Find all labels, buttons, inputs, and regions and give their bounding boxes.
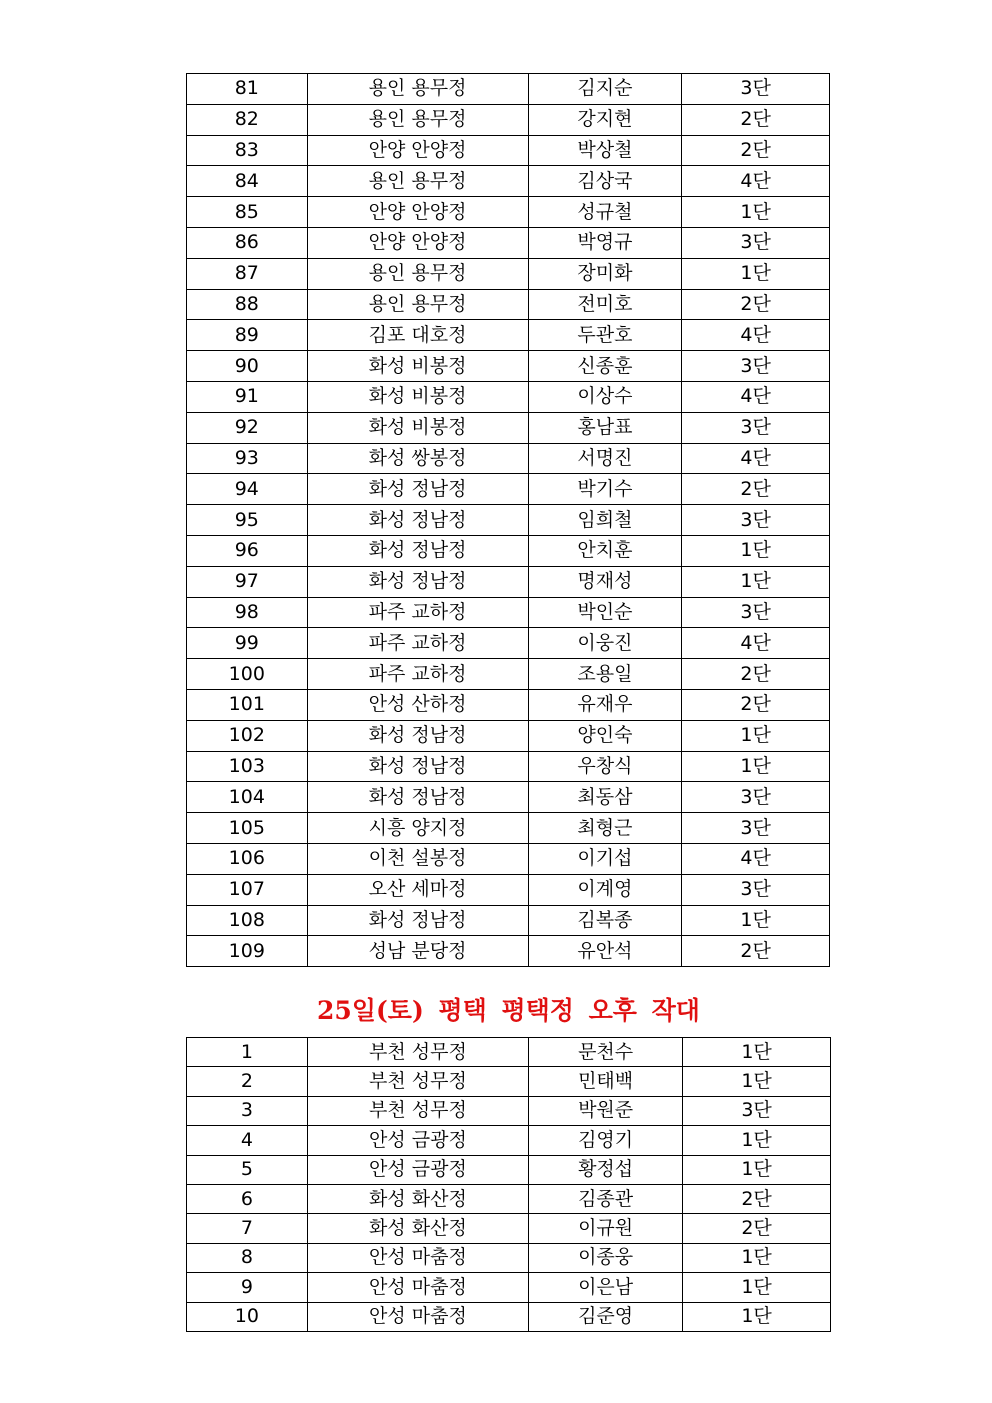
table-row bbox=[187, 1243, 831, 1272]
table-row bbox=[187, 505, 830, 536]
rank-cell: 1단 bbox=[682, 720, 830, 751]
rank-cell: 4단 bbox=[682, 166, 830, 197]
row-number-cell: 93 bbox=[187, 443, 308, 474]
rank-cell: 4단 bbox=[682, 320, 830, 351]
club-name-cell: 화성 비봉정 bbox=[307, 412, 528, 443]
club-name-cell: 화성 정남정 bbox=[307, 720, 528, 751]
club-name-cell: 화성 쌍봉정 bbox=[307, 443, 528, 474]
table-row bbox=[187, 843, 830, 874]
table-row bbox=[187, 1302, 831, 1331]
archer-name-cell: 안치훈 bbox=[528, 535, 682, 566]
club-name-cell: 화성 화산정 bbox=[307, 1214, 528, 1243]
club-name-cell: 안성 금광정 bbox=[307, 1155, 528, 1184]
rank-cell: 2단 bbox=[682, 689, 830, 720]
rank-cell: 2단 bbox=[682, 936, 830, 967]
row-number-cell: 5 bbox=[187, 1155, 308, 1184]
row-number-cell: 8 bbox=[187, 1243, 308, 1272]
table-row bbox=[187, 1067, 831, 1096]
rank-cell: 1단 bbox=[683, 1067, 831, 1096]
row-number-cell: 105 bbox=[187, 813, 308, 844]
club-name-cell: 오산 세마정 bbox=[307, 874, 528, 905]
club-name-cell: 화성 정남정 bbox=[307, 751, 528, 782]
archer-name-cell: 두관호 bbox=[528, 320, 682, 351]
archer-name-cell: 양인숙 bbox=[528, 720, 682, 751]
table-row bbox=[187, 689, 830, 720]
club-name-cell: 김포 대호정 bbox=[307, 320, 528, 351]
table-row bbox=[187, 289, 830, 320]
row-number-cell: 104 bbox=[187, 782, 308, 813]
club-name-cell: 성남 분당정 bbox=[307, 936, 528, 967]
table-row bbox=[187, 166, 830, 197]
roster-table-2 bbox=[186, 1037, 831, 1332]
rank-cell: 1단 bbox=[682, 258, 830, 289]
table-row bbox=[187, 412, 830, 443]
rank-cell: 2단 bbox=[683, 1184, 831, 1213]
rank-cell: 1단 bbox=[682, 566, 830, 597]
club-name-cell: 용인 용무정 bbox=[307, 258, 528, 289]
table-row bbox=[187, 597, 830, 628]
archer-name-cell: 이기섭 bbox=[528, 843, 682, 874]
archer-name-cell: 김준영 bbox=[529, 1302, 683, 1331]
club-name-cell: 용인 용무정 bbox=[307, 104, 528, 135]
club-name-cell: 파주 교하정 bbox=[307, 597, 528, 628]
club-name-cell: 안성 마춤정 bbox=[307, 1273, 528, 1302]
table-row bbox=[187, 227, 830, 258]
row-number-cell: 6 bbox=[187, 1184, 308, 1213]
row-number-cell: 109 bbox=[187, 936, 308, 967]
row-number-cell: 85 bbox=[187, 197, 308, 228]
rank-cell: 1단 bbox=[683, 1302, 831, 1331]
club-name-cell: 부천 성무정 bbox=[307, 1096, 528, 1125]
archer-name-cell: 조용일 bbox=[528, 659, 682, 690]
table-row bbox=[187, 782, 830, 813]
row-number-cell: 95 bbox=[187, 505, 308, 536]
row-number-cell: 99 bbox=[187, 628, 308, 659]
row-number-cell: 84 bbox=[187, 166, 308, 197]
club-name-cell: 화성 비봉정 bbox=[307, 351, 528, 382]
rank-cell: 3단 bbox=[682, 351, 830, 382]
rank-cell: 2단 bbox=[682, 659, 830, 690]
row-number-cell: 100 bbox=[187, 659, 308, 690]
table-row bbox=[187, 535, 830, 566]
table-row bbox=[187, 443, 830, 474]
club-name-cell: 안성 마춤정 bbox=[307, 1243, 528, 1272]
rank-cell: 4단 bbox=[682, 628, 830, 659]
row-number-cell: 102 bbox=[187, 720, 308, 751]
rank-cell: 1단 bbox=[682, 751, 830, 782]
row-number-cell: 94 bbox=[187, 474, 308, 505]
rank-cell: 2단 bbox=[682, 104, 830, 135]
archer-name-cell: 박상철 bbox=[528, 135, 682, 166]
archer-name-cell: 이계영 bbox=[528, 874, 682, 905]
rank-cell: 2단 bbox=[682, 474, 830, 505]
rank-cell: 1단 bbox=[682, 535, 830, 566]
rank-cell: 1단 bbox=[682, 197, 830, 228]
table-row bbox=[187, 936, 830, 967]
club-name-cell: 용인 용무정 bbox=[307, 289, 528, 320]
archer-name-cell: 황정섭 bbox=[529, 1155, 683, 1184]
rank-cell: 4단 bbox=[682, 381, 830, 412]
table-row bbox=[187, 874, 830, 905]
club-name-cell: 용인 용무정 bbox=[307, 166, 528, 197]
rank-cell: 3단 bbox=[683, 1096, 831, 1125]
rank-cell: 3단 bbox=[682, 74, 830, 105]
archer-name-cell: 최형근 bbox=[528, 813, 682, 844]
table-row bbox=[187, 320, 830, 351]
club-name-cell: 화성 정남정 bbox=[307, 505, 528, 536]
table-row bbox=[187, 197, 830, 228]
row-number-cell: 81 bbox=[187, 74, 308, 105]
archer-name-cell: 유안석 bbox=[528, 936, 682, 967]
rank-cell: 3단 bbox=[682, 227, 830, 258]
archer-name-cell: 김종관 bbox=[529, 1184, 683, 1213]
club-name-cell: 안성 금광정 bbox=[307, 1126, 528, 1155]
archer-name-cell: 김영기 bbox=[529, 1126, 683, 1155]
club-name-cell: 안성 산하정 bbox=[307, 689, 528, 720]
club-name-cell: 안성 마춤정 bbox=[307, 1302, 528, 1331]
table-row bbox=[187, 74, 830, 105]
club-name-cell: 안양 안양정 bbox=[307, 227, 528, 258]
club-name-cell: 화성 정남정 bbox=[307, 782, 528, 813]
archer-name-cell: 민태백 bbox=[529, 1067, 683, 1096]
archer-name-cell: 박기수 bbox=[528, 474, 682, 505]
row-number-cell: 103 bbox=[187, 751, 308, 782]
archer-name-cell: 임희철 bbox=[528, 505, 682, 536]
club-name-cell: 시흥 양지정 bbox=[307, 813, 528, 844]
archer-name-cell: 서명진 bbox=[528, 443, 682, 474]
club-name-cell: 화성 비봉정 bbox=[307, 381, 528, 412]
club-name-cell: 화성 정남정 bbox=[307, 474, 528, 505]
row-number-cell: 1 bbox=[187, 1038, 308, 1067]
club-name-cell: 안양 안양정 bbox=[307, 135, 528, 166]
row-number-cell: 97 bbox=[187, 566, 308, 597]
table-row bbox=[187, 381, 830, 412]
table-row bbox=[187, 720, 830, 751]
rank-cell: 1단 bbox=[683, 1126, 831, 1155]
table-row bbox=[187, 258, 830, 289]
club-name-cell: 안양 안양정 bbox=[307, 197, 528, 228]
table-row bbox=[187, 751, 830, 782]
club-name-cell: 파주 교하정 bbox=[307, 659, 528, 690]
row-number-cell: 3 bbox=[187, 1096, 308, 1125]
row-number-cell: 82 bbox=[187, 104, 308, 135]
table-row bbox=[187, 566, 830, 597]
archer-name-cell: 문천수 bbox=[529, 1038, 683, 1067]
table-row bbox=[187, 1096, 831, 1125]
table-row bbox=[187, 1038, 831, 1067]
roster-table-1-body bbox=[187, 74, 830, 967]
archer-name-cell: 최동삼 bbox=[528, 782, 682, 813]
table-row bbox=[187, 474, 830, 505]
table-row bbox=[187, 1155, 831, 1184]
table-row bbox=[187, 104, 830, 135]
club-name-cell: 이천 설봉정 bbox=[307, 843, 528, 874]
club-name-cell: 화성 정남정 bbox=[307, 535, 528, 566]
rank-cell: 1단 bbox=[683, 1155, 831, 1184]
rank-cell: 3단 bbox=[682, 505, 830, 536]
archer-name-cell: 성규철 bbox=[528, 197, 682, 228]
archer-name-cell: 박인순 bbox=[528, 597, 682, 628]
archer-name-cell: 명재성 bbox=[528, 566, 682, 597]
club-name-cell: 화성 정남정 bbox=[307, 905, 528, 936]
roster-table-2-body bbox=[187, 1038, 831, 1332]
row-number-cell: 91 bbox=[187, 381, 308, 412]
row-number-cell: 90 bbox=[187, 351, 308, 382]
club-name-cell: 용인 용무정 bbox=[307, 74, 528, 105]
archer-name-cell: 김복종 bbox=[528, 905, 682, 936]
club-name-cell: 화성 화산정 bbox=[307, 1184, 528, 1213]
table-row bbox=[187, 135, 830, 166]
table-row bbox=[187, 628, 830, 659]
table-row bbox=[187, 905, 830, 936]
table-row bbox=[187, 1184, 831, 1213]
rank-cell: 3단 bbox=[682, 782, 830, 813]
rank-cell: 2단 bbox=[683, 1214, 831, 1243]
row-number-cell: 92 bbox=[187, 412, 308, 443]
archer-name-cell: 홍남표 bbox=[528, 412, 682, 443]
club-name-cell: 부천 성무정 bbox=[307, 1067, 528, 1096]
row-number-cell: 108 bbox=[187, 905, 308, 936]
rank-cell: 2단 bbox=[682, 135, 830, 166]
rank-cell: 2단 bbox=[682, 289, 830, 320]
rank-cell: 1단 bbox=[683, 1038, 831, 1067]
row-number-cell: 89 bbox=[187, 320, 308, 351]
archer-name-cell: 이상수 bbox=[528, 381, 682, 412]
archer-name-cell: 김상국 bbox=[528, 166, 682, 197]
rank-cell: 1단 bbox=[683, 1273, 831, 1302]
rank-cell: 4단 bbox=[682, 443, 830, 474]
archer-name-cell: 유재우 bbox=[528, 689, 682, 720]
archer-name-cell: 장미화 bbox=[528, 258, 682, 289]
row-number-cell: 101 bbox=[187, 689, 308, 720]
rank-cell: 4단 bbox=[682, 843, 830, 874]
row-number-cell: 2 bbox=[187, 1067, 308, 1096]
row-number-cell: 88 bbox=[187, 289, 308, 320]
rank-cell: 3단 bbox=[682, 874, 830, 905]
club-name-cell: 부천 성무정 bbox=[307, 1038, 528, 1067]
row-number-cell: 106 bbox=[187, 843, 308, 874]
row-number-cell: 98 bbox=[187, 597, 308, 628]
row-number-cell: 96 bbox=[187, 535, 308, 566]
table-row bbox=[187, 659, 830, 690]
section-title: 25일(토) 평택 평택정 오후 작대 bbox=[317, 996, 700, 1025]
archer-name-cell: 신종훈 bbox=[528, 351, 682, 382]
club-name-cell: 화성 정남정 bbox=[307, 566, 528, 597]
archer-name-cell: 전미호 bbox=[528, 289, 682, 320]
row-number-cell: 7 bbox=[187, 1214, 308, 1243]
archer-name-cell: 우창식 bbox=[528, 751, 682, 782]
table-row bbox=[187, 351, 830, 382]
table-row bbox=[187, 1273, 831, 1302]
archer-name-cell: 강지현 bbox=[528, 104, 682, 135]
table-row bbox=[187, 1214, 831, 1243]
table-row bbox=[187, 1126, 831, 1155]
row-number-cell: 107 bbox=[187, 874, 308, 905]
archer-name-cell: 박영규 bbox=[528, 227, 682, 258]
rank-cell: 3단 bbox=[682, 813, 830, 844]
archer-name-cell: 이웅진 bbox=[528, 628, 682, 659]
rank-cell: 3단 bbox=[682, 597, 830, 628]
archer-name-cell: 이은남 bbox=[529, 1273, 683, 1302]
rank-cell: 1단 bbox=[682, 905, 830, 936]
archer-name-cell: 김지순 bbox=[528, 74, 682, 105]
rank-cell: 3단 bbox=[682, 412, 830, 443]
archer-name-cell: 이종웅 bbox=[529, 1243, 683, 1272]
table-row bbox=[187, 813, 830, 844]
club-name-cell: 파주 교하정 bbox=[307, 628, 528, 659]
row-number-cell: 86 bbox=[187, 227, 308, 258]
row-number-cell: 87 bbox=[187, 258, 308, 289]
archer-name-cell: 이규원 bbox=[529, 1214, 683, 1243]
row-number-cell: 9 bbox=[187, 1273, 308, 1302]
archer-name-cell: 박원준 bbox=[529, 1096, 683, 1125]
row-number-cell: 10 bbox=[187, 1302, 308, 1331]
roster-table-1 bbox=[186, 73, 830, 967]
row-number-cell: 83 bbox=[187, 135, 308, 166]
rank-cell: 1단 bbox=[683, 1243, 831, 1272]
row-number-cell: 4 bbox=[187, 1126, 308, 1155]
